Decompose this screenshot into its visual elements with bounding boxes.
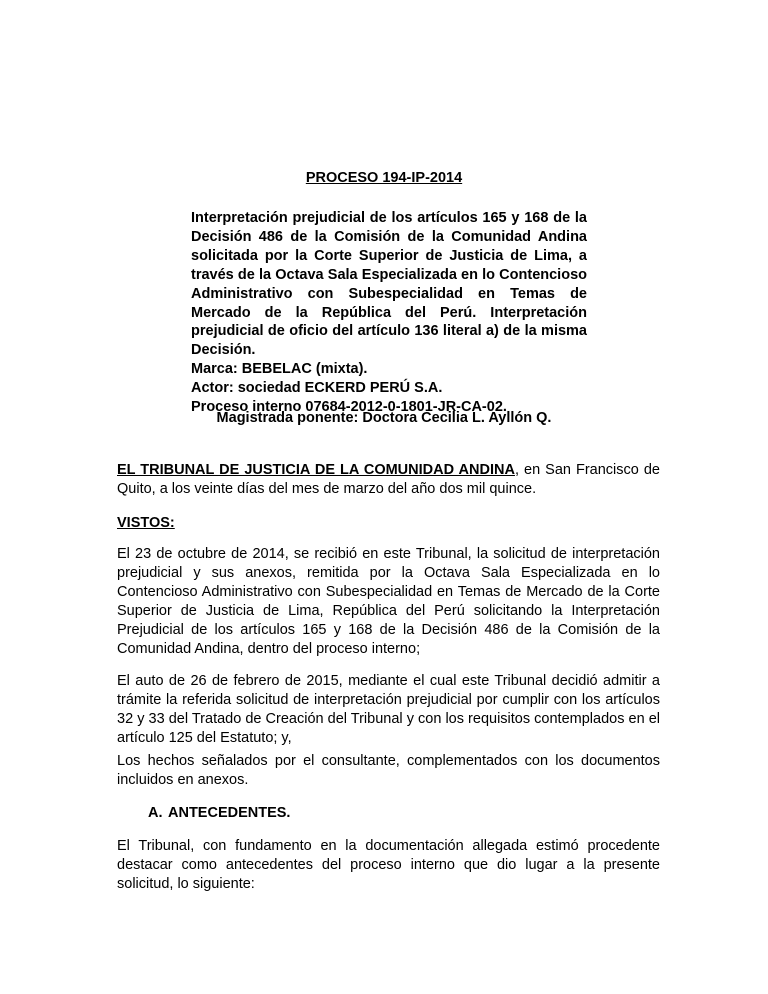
marca-line: Marca: BEBELAC (mixta). — [191, 361, 368, 378]
paragraph-1 — [117, 545, 660, 658]
process-title: PROCESO 194-IP-2014 — [305, 170, 463, 186]
actor-line: Actor: sociedad ECKERD PERÚ S.A. — [191, 380, 443, 397]
tribunal-name: EL TRIBUNAL DE JUSTICIA DE LA COMUNIDAD ANDINA — [117, 462, 515, 478]
paragraph-text: El 23 de octubre de 2014, se recibió en este Tribunal, la solicitud de interpretación prejudicial y sus anexos, remitida por la Octava Sala Especializada en lo Contencioso Administrativo con Subespecialidad en Temas de Mercado de la Corte Superior de Justicia de Lima, República del Perú solicitando la Interpretación Prejudicial de los artículos 165 y 168 de la Decisión 486 de la Comisión de la Comunidad Andina, dentro del proceso interno; — [117, 546, 660, 657]
paragraph-text: El Tribunal, con fundamento en la documentación allegada estimó procedente destacar como antecedentes del proceso interno que dio lugar a la presente solicitud, lo siguiente: — [117, 838, 660, 892]
case-summary — [191, 209, 587, 417]
paragraph-4 — [117, 837, 660, 894]
paragraph-3 — [117, 752, 660, 790]
rapporteur-line: Magistrada ponente: Doctora Cecilia L. Ayllón Q. — [216, 410, 552, 426]
interpretation-summary: Interpretación prejudicial de los artículos 165 y 168 de la Decisión 486 de la Comisión de la Comunidad Andina solicitada por la Corte Superior de Justicia de Lima, a través de la Octava Sala Especializada en lo Contencioso Administrativo con Subespecialidad en Temas de Mercado de la República del Perú. Interpretación prejudicial de oficio del artículo 136 literal a) de la misma Decisión. — [191, 210, 587, 359]
section-a-heading — [148, 805, 290, 821]
paragraph-text: Los hechos señalados por el consultante, complementados con los documentos incluidos en anexos. — [117, 753, 660, 788]
intro-text: , en San Francisco de Quito, a los veinte días del mes de marzo del año dos mil quince. — [117, 462, 660, 497]
section-label: ANTECEDENTES. — [168, 805, 291, 821]
paragraph-text: El auto de 26 de febrero de 2015, mediante el cual este Tribunal decidió admitir a trámite la referida solicitud de interpretación prejudicial por cumplir con los artículos 32 y 33 del Tratado de Creación del Tribunal y con los requisitos contemplados en el artículo 125 del Estatuto; y, — [117, 673, 660, 746]
paragraph-2 — [117, 672, 660, 748]
intro-paragraph — [117, 461, 660, 499]
vistos-heading: VISTOS: — [117, 515, 175, 531]
section-number: A. — [148, 805, 163, 821]
internal-process-line: Proceso interno 07684-2012-0-1801-JR-CA-02. — [191, 399, 507, 416]
